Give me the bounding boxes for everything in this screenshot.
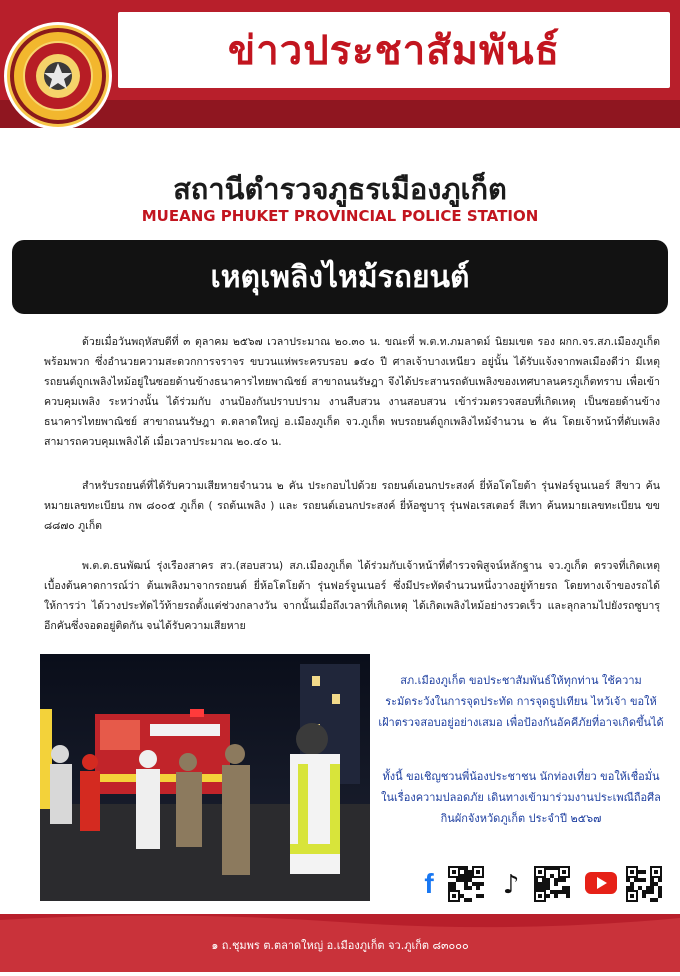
body-paragraph-3: พ.ต.ต.ธนพัฒน์ รุ่งเรืองสาคร สว.(สอบสวน) สภ.เมืองภูเก็ต ได้ร่วมกับเจ้าหน้าที่ตำรวจพิสูจน์หลักฐาน จว.ภูเก็ต ตรวจที่เกิดเหตุ เบื้องต้นคาดการณ์ว่า ต้นเพลิงมาจากรถยนต์ ยี่ห้อโตโยต้า รุ่นฟอร์จูนเนอร์ ซึ่งมีประทัดจำนวนหนึ่งวางอยู่ท้ายรถ โดยทางเจ้าของรถได้ให้การว่า ได้วางประทัดไว้ท้ายรถตั้งแต่ช่วงกลางวัน จากนั้นเมื่อถึงเวลาที่เกิดเหตุ ได้เกิดเพลิงไหม้อย่างรวดเร็ว และลุกลามไปยังรถซูบารุอีกคันซึ่งจอดอยู่ติดกัน จนได้รับความเสียหาย	[44, 560, 660, 632]
body-paragraph-1: ด้วยเมื่อวันพฤหัสบดีที่ ๓ ตุลาคม ๒๕๖๗ เวลาประมาณ ๒๐.๓๐ น. ขณะที่ พ.ต.ท.ภมลาดม์ นิยมเขต รอง ผกก.จร.สภ.เมืองภูเก็ต พร้อมพวก ซึ่งอำนวยความสะดวกการจราจร ขบวนแห่พระครบรอบ ๑๔๐ ปี ศาลเจ้าบางเหนียว อยู่นั้น ได้รับแจ้งจากพลเมืองดีว่า มีเหตุรถยนต์ถูกเพลิงไหม้อยู่ในซอยด้านข้างธนาคารไทยพาณิชย์ สาขาถนนรัษฎา จึงได้ประสานรถดับเพลิงของเทศบาลนครภูเก็ตทราบ เพื่อเข้าควบคุมเพลิง ระหว่างนั้น ได้ร่วมกับ งานป้องกันปราบปราม งานสืบสวน งานสอบสวน เข้าร่วมตรวจสอบที่เกิดเหตุ เป็นซอยด้านข้างธนาคารไทยพาณิชย์ สาขาถนนรัษฎา ต.ตลาดใหญ่ อ.เมืองภูเก็ต จว.ภูเก็ต พบรถยนต์ถูกเพลิงไหม้จำนวน ๒ คัน โดยเจ้าหน้าที่ดับเพลิง สามารถควบคุมเพลิงได้ เมื่อเวลาประมาณ ๒๐.๔๐ น.	[44, 336, 660, 448]
incident-photo	[40, 654, 370, 901]
footer-address: ๑ ถ.ชุมพร ต.ตลาดใหญ่ อ.เมืองภูเก็ต จว.ภูเก็ต ๘๓๐๐๐	[211, 939, 469, 952]
facebook-qr-code-icon[interactable]	[448, 866, 484, 902]
police-emblem-icon	[4, 22, 112, 130]
station-name-english: MUEANG PHUKET PROVINCIAL POLICE STATION	[141, 207, 539, 225]
announcement-paragraph-1: สภ.เมืองภูเก็ต ขอประชาสัมพันธ์ให้ทุกท่าน ใช้ความระมัดระวังในการจุดประทัด การจุดธูปเทียน ไหว้เจ้า ขอให้เฝ้าตรวจสอบอยู่อย่างเสมอ เพื่อป้องกันอัคคีภัยที่อาจเกิดขึ้นได้	[378, 674, 664, 729]
youtube-qr-code-icon[interactable]	[626, 866, 662, 902]
tiktok-icon[interactable]	[496, 868, 526, 898]
youtube-icon[interactable]	[584, 868, 618, 898]
announcement-paragraph-2: ทั้งนี้ ขอเชิญชวนพี่น้องประชาชน นักท่องเที่ยว ขอให้เชื่อมั่นในเรื่องความปลอดภัย เดินทางเข้ามาร่วมงานประเพณีถือศีลกินผักจังหวัดภูเก็ต ประจำปี ๒๕๖๗	[381, 770, 661, 825]
svg-text:♪: ♪	[502, 870, 520, 898]
facebook-icon[interactable]	[414, 868, 444, 898]
page-title: ข่าวประชาสัมพันธ์	[227, 28, 561, 74]
headline: เหตุเพลิงไหม้รถยนต์	[210, 259, 470, 295]
svg-text:f: f	[424, 868, 434, 898]
tiktok-qr-code-icon[interactable]	[534, 866, 570, 902]
body-paragraph-2: สำหรับรถยนต์ที่ได้รับความเสียหายจำนวน ๒ คัน ประกอบไปด้วย รถยนต์เอนกประสงค์ ยี่ห้อโตโยต้า รุ่นฟอร์จูนเนอร์ สีขาว ค้นหมายเลขทะเบียน กพ ๘๐๐๕ ภูเก็ต ( รถต้นเพลิง ) และ รถยนต์เอนกประสงค์ ยี่ห้อซูบารุ รุ่นฟอเรสเตอร์ สีเทา ค้นหมายเลขทะเบียน ขข ๘๘๗๐ ภูเก็ต	[44, 480, 660, 532]
station-name-thai: สถานีตำรวจภูธรเมืองภูเก็ต	[173, 172, 507, 206]
